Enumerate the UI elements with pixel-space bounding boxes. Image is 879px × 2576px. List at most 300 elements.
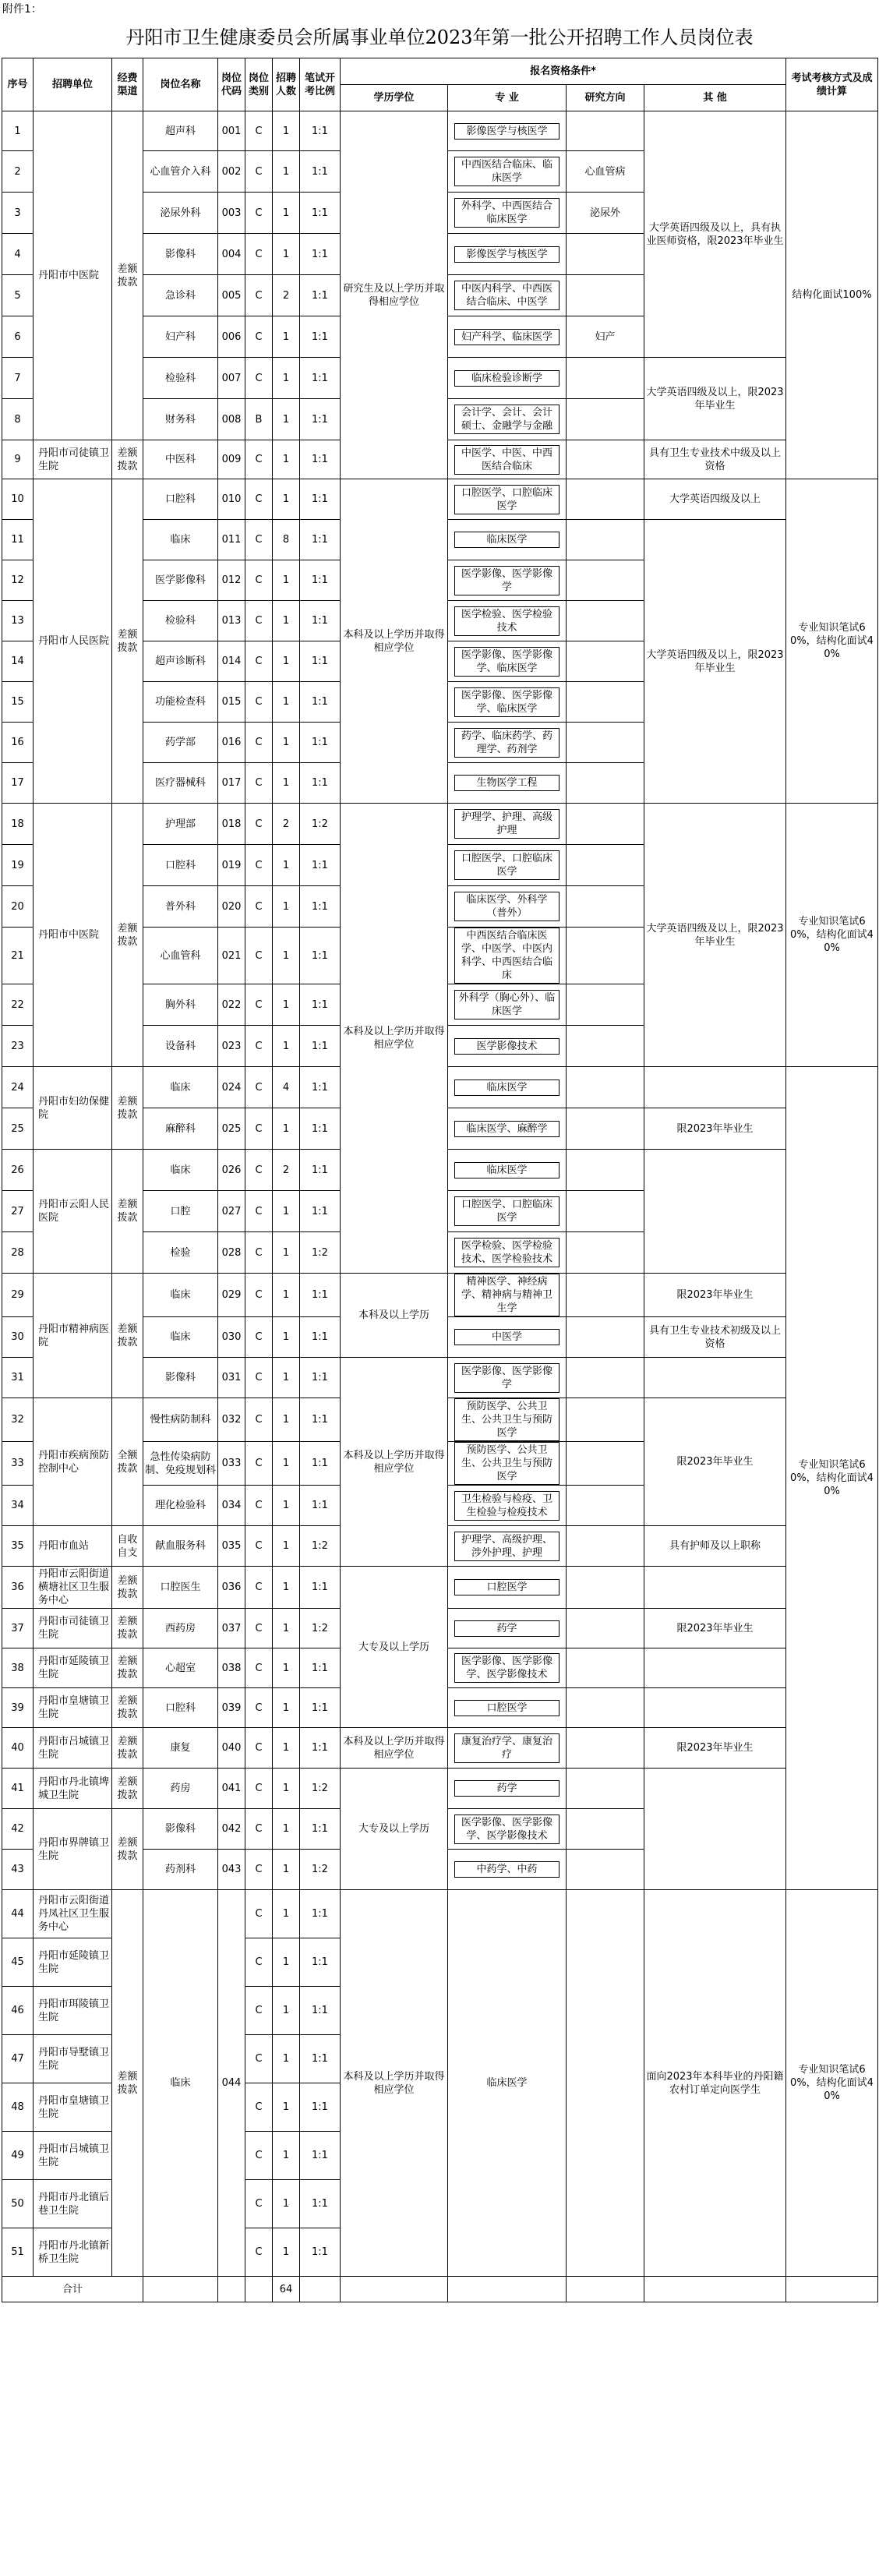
- major-requirement: [448, 1688, 567, 1728]
- position-code: 015: [218, 682, 245, 723]
- major-requirement: [448, 723, 567, 763]
- funding-source: 差额拨款: [112, 1067, 143, 1150]
- exam-ratio: 1:1: [300, 1688, 341, 1728]
- position-name: 功能检查科: [143, 682, 218, 723]
- research-direction: [567, 1232, 644, 1274]
- research-direction: [567, 601, 644, 641]
- blank-cell: [786, 2277, 878, 2302]
- major-text: 医学影像、医学影像学: [454, 1363, 560, 1393]
- hire-count: 1: [273, 560, 300, 601]
- position-name: 口腔科: [143, 1688, 218, 1728]
- row-number: 27: [2, 1191, 34, 1232]
- hire-count: 1: [273, 763, 300, 804]
- position-name: 慢性病防制科: [143, 1398, 218, 1442]
- major-text: 口腔医学: [454, 1700, 560, 1716]
- position-code: 002: [218, 151, 245, 193]
- position-name: 药剂科: [143, 1850, 218, 1890]
- position-name: 检验科: [143, 601, 218, 641]
- exam-ratio: 1:1: [300, 641, 341, 682]
- major-text: 临床医学: [454, 1162, 560, 1178]
- exam-ratio: 1:1: [300, 2180, 341, 2228]
- blank-cell: [143, 2277, 218, 2302]
- exam-ratio: 1:1: [300, 2083, 341, 2132]
- position-name: 康复: [143, 1728, 218, 1769]
- position-code: 036: [218, 1567, 245, 1609]
- seq-header: 序号: [2, 58, 34, 111]
- position-code: 013: [218, 601, 245, 641]
- unit-name: 丹阳市界牌镇卫生院: [34, 1809, 112, 1890]
- position-category: C: [245, 1769, 273, 1809]
- table-row: [2, 111, 878, 151]
- hire-count: 1: [273, 1648, 300, 1688]
- other-requirement: [644, 1769, 786, 1890]
- funding-source: 差额拨款: [112, 1150, 143, 1274]
- row-number: 50: [2, 2180, 34, 2228]
- other-requirement: 大学英语四级及以上，限2023年毕业生: [644, 804, 786, 1067]
- row-number: 2: [2, 151, 34, 193]
- hire-count: 1: [273, 1398, 300, 1442]
- exam-ratio: 1:1: [300, 520, 341, 560]
- unit-name: 丹阳市皇塘镇卫生院: [34, 1688, 112, 1728]
- hire-count: 1: [273, 1809, 300, 1850]
- major-text: 药学: [454, 1780, 560, 1797]
- research-direction: [567, 1850, 644, 1890]
- funding-source: 差额拨款: [112, 1609, 143, 1648]
- total-label: 合计: [2, 2277, 143, 2302]
- position-code: 043: [218, 1850, 245, 1890]
- position-name: 影像科: [143, 1358, 218, 1398]
- row-number: 10: [2, 479, 34, 520]
- unit-name: 丹阳市司徒镇卫生院: [34, 440, 112, 479]
- major-text: 医学影像、医学影像学、医学影像技术: [454, 1815, 560, 1844]
- row-number: 17: [2, 763, 34, 804]
- position-code: 027: [218, 1191, 245, 1232]
- funding-source: 差额拨款: [112, 440, 143, 479]
- position-code: 028: [218, 1232, 245, 1274]
- research-direction: [567, 804, 644, 845]
- major-text: 医学影像、医学影像学、临床医学: [454, 687, 560, 717]
- hire-count: 1: [273, 1688, 300, 1728]
- position-name: 理化检验科: [143, 1486, 218, 1526]
- hire-count: 1: [273, 1191, 300, 1232]
- major-requirement: [448, 440, 567, 479]
- exam-ratio: 1:1: [300, 1648, 341, 1688]
- major-text: 临床检验诊断学: [454, 370, 560, 387]
- blank-cell: [300, 2277, 341, 2302]
- exam-ratio: 1:1: [300, 111, 341, 151]
- position-code: 012: [218, 560, 245, 601]
- hire-count: 1: [273, 1317, 300, 1358]
- major-requirement: [448, 151, 567, 193]
- exam-ratio: 1:1: [300, 1987, 341, 2035]
- code-header: 岗位代码: [218, 58, 245, 111]
- major-text: 医学影像、医学影像学: [454, 566, 560, 595]
- hire-count: 1: [273, 1987, 300, 2035]
- unit-name: 丹阳市血站: [34, 1526, 112, 1567]
- position-category: C: [245, 440, 273, 479]
- position-category: C: [245, 1274, 273, 1317]
- exam-ratio: 1:1: [300, 928, 341, 984]
- unit-name: 丹阳市中医院: [34, 804, 112, 1067]
- exam-ratio: 1:1: [300, 723, 341, 763]
- position-code: 014: [218, 641, 245, 682]
- major-requirement: [448, 984, 567, 1026]
- hire-count: 1: [273, 641, 300, 682]
- unit-name: 丹阳市吕城镇卫生院: [34, 2132, 112, 2180]
- major-text: 妇产科学、临床医学: [454, 329, 560, 345]
- exam-method: 专业知识笔试60%，结构化面试40%: [786, 479, 878, 804]
- exam-ratio: 1:1: [300, 440, 341, 479]
- appendix-label: 附件1：: [2, 3, 42, 16]
- exam-ratio: 1:1: [300, 234, 341, 275]
- position-category: C: [245, 682, 273, 723]
- major-requirement: [448, 1442, 567, 1486]
- research-direction: [567, 479, 644, 520]
- unit-name: 丹阳市云阳人民医院: [34, 1150, 112, 1274]
- position-name: 口腔科: [143, 479, 218, 520]
- major-text: 预防医学、公共卫生、公共卫生与预防医学: [454, 1398, 560, 1441]
- exam-ratio: 1:1: [300, 2228, 341, 2277]
- research-direction: [567, 358, 644, 399]
- funding-header: 经费渠道: [112, 58, 143, 111]
- blank-cell: [245, 2277, 273, 2302]
- funding-source: 自收自支: [112, 1526, 143, 1567]
- hire-count: 2: [273, 1150, 300, 1191]
- position-category: C: [245, 601, 273, 641]
- hire-count: 1: [273, 2228, 300, 2277]
- education-requirement: 本科及以上学历: [341, 1274, 448, 1358]
- position-category: C: [245, 804, 273, 845]
- funding-source: 差额拨款: [112, 804, 143, 1067]
- total-count: 64: [273, 2277, 300, 2302]
- major-text: 医学影像、医学影像学、医学影像技术: [454, 1653, 560, 1683]
- position-name: 胸外科: [143, 984, 218, 1026]
- row-number: 30: [2, 1317, 34, 1358]
- exam-ratio: 1:1: [300, 1398, 341, 1442]
- table-row: [2, 479, 878, 520]
- position-code: 032: [218, 1398, 245, 1442]
- major-requirement: [448, 479, 567, 520]
- major-text: 中医学: [454, 1329, 560, 1345]
- research-direction: [567, 1728, 644, 1769]
- major-text: 卫生检验与检疫、卫生检验与检疫技术: [454, 1491, 560, 1521]
- exam-ratio: 1:1: [300, 2035, 341, 2083]
- unit-name: 丹阳市云阳街道横塘社区卫生服务中心: [34, 1567, 112, 1609]
- other-requirement: 限2023年毕业生: [644, 1609, 786, 1648]
- position-category: C: [245, 1358, 273, 1398]
- row-number: 39: [2, 1688, 34, 1728]
- row-number: 16: [2, 723, 34, 763]
- major-text: 外科学、中西医结合临床医学: [454, 198, 560, 228]
- exam-ratio: 1:1: [300, 479, 341, 520]
- position-category: C: [245, 723, 273, 763]
- unit-name: 丹阳市疾病预防控制中心: [34, 1398, 112, 1526]
- unit-header: 招聘单位: [34, 58, 112, 111]
- other-requirement: [644, 1358, 786, 1398]
- major-requirement: [448, 1648, 567, 1688]
- exam-ratio: 1:1: [300, 1728, 341, 1769]
- exam-ratio: 1:1: [300, 682, 341, 723]
- row-number: 14: [2, 641, 34, 682]
- position-name: 药学部: [143, 723, 218, 763]
- funding-source: 差额拨款: [112, 1688, 143, 1728]
- major-text: 医学影像技术: [454, 1038, 560, 1055]
- major-requirement: [448, 886, 567, 928]
- row-number: 25: [2, 1108, 34, 1150]
- exam-ratio: 1:1: [300, 1442, 341, 1486]
- major-requirement: [448, 1486, 567, 1526]
- position-category: C: [245, 1150, 273, 1191]
- blank-cell: [218, 2277, 245, 2302]
- hire-count: 1: [273, 479, 300, 520]
- row-number: 44: [2, 1890, 34, 1938]
- position-code: 008: [218, 399, 245, 440]
- major-requirement: [448, 111, 567, 151]
- row-number: 9: [2, 440, 34, 479]
- position-category: C: [245, 1067, 273, 1108]
- major-requirement: [448, 804, 567, 845]
- position-code: 039: [218, 1688, 245, 1728]
- position-category: C: [245, 316, 273, 358]
- education-header: 学历学位: [341, 85, 448, 111]
- major-requirement: [448, 520, 567, 560]
- hire-count: 1: [273, 723, 300, 763]
- other-requirement: 限2023年毕业生: [644, 1398, 786, 1526]
- position-name: 急诊科: [143, 275, 218, 316]
- exam-ratio: 1:1: [300, 1026, 341, 1067]
- position-name: 心血管科: [143, 928, 218, 984]
- row-number: 22: [2, 984, 34, 1026]
- major-text: 口腔医学、口腔临床医学: [454, 850, 560, 880]
- position-name: 心血管介入科: [143, 151, 218, 193]
- hire-count: 1: [273, 2035, 300, 2083]
- hire-count: 1: [273, 601, 300, 641]
- research-direction: [567, 641, 644, 682]
- major-text: 精神医学、神经病学、精神病与精神卫生学: [454, 1274, 560, 1316]
- major-text: 中西医结合临床医学、中医学、中医内科学、中西医结合临床: [454, 928, 560, 984]
- position-category: C: [245, 1890, 273, 1938]
- position-code: 011: [218, 520, 245, 560]
- major-requirement: [448, 275, 567, 316]
- position-category: C: [245, 193, 273, 234]
- major-text: 外科学（胸心外）、临床医学: [454, 990, 560, 1019]
- major-requirement: [448, 1809, 567, 1850]
- row-number: 40: [2, 1728, 34, 1769]
- unit-name: 丹阳市延陵镇卫生院: [34, 1648, 112, 1688]
- category-header: 岗位类别: [245, 58, 273, 111]
- major-requirement: [448, 845, 567, 886]
- other-requirement: 大学英语四级及以上，限2023年毕业生: [644, 358, 786, 440]
- unit-name: 丹阳市皇塘镇卫生院: [34, 2083, 112, 2132]
- research-direction: [567, 1809, 644, 1850]
- position-category: C: [245, 1688, 273, 1728]
- exam-ratio: 1:1: [300, 886, 341, 928]
- position-category: C: [245, 928, 273, 984]
- position-category: C: [245, 763, 273, 804]
- exam-ratio: 1:1: [300, 601, 341, 641]
- position-code: 022: [218, 984, 245, 1026]
- major-requirement: [448, 1150, 567, 1191]
- major-requirement: [448, 1567, 567, 1609]
- research-direction: 泌尿外: [567, 193, 644, 234]
- major-text: 护理学、高级护理、涉外护理、护理: [454, 1532, 560, 1561]
- hire-count: 1: [273, 399, 300, 440]
- hire-count: 1: [273, 151, 300, 193]
- other-requirement: 大学英语四级及以上: [644, 479, 786, 520]
- position-name: 药房: [143, 1769, 218, 1809]
- row-number: 51: [2, 2228, 34, 2277]
- position-name: 临床: [143, 520, 218, 560]
- position-name: 临床: [143, 1067, 218, 1108]
- research-direction: [567, 845, 644, 886]
- position-name: 西药房: [143, 1609, 218, 1648]
- exam-method: 专业知识笔试60%，结构化面试40%: [786, 1890, 878, 2277]
- position-code: 021: [218, 928, 245, 984]
- position-name: 心超室: [143, 1648, 218, 1688]
- hire-count: 1: [273, 1108, 300, 1150]
- exam-ratio: 1:2: [300, 1769, 341, 1809]
- major-requirement: [448, 1609, 567, 1648]
- unit-name: 丹阳市司徒镇卫生院: [34, 1609, 112, 1648]
- exam-ratio: 1:1: [300, 1809, 341, 1850]
- research-direction: [567, 723, 644, 763]
- major-requirement: [448, 1850, 567, 1890]
- row-number: 31: [2, 1358, 34, 1398]
- position-name: 普外科: [143, 886, 218, 928]
- hire-count: 1: [273, 1274, 300, 1317]
- research-direction: [567, 275, 644, 316]
- unit-name: 丹阳市丹北镇后巷卫生院: [34, 2180, 112, 2228]
- position-code: 025: [218, 1108, 245, 1150]
- other-requirement: 限2023年毕业生: [644, 1728, 786, 1769]
- hire-count: 1: [273, 1850, 300, 1890]
- research-direction: [567, 1108, 644, 1150]
- research-direction: [567, 1317, 644, 1358]
- unit-name: 丹阳市妇幼保健院: [34, 1067, 112, 1150]
- position-category: C: [245, 275, 273, 316]
- major-text: 医学检验、医学检验技术: [454, 606, 560, 636]
- major-requirement: [448, 1026, 567, 1067]
- position-code: 006: [218, 316, 245, 358]
- research-direction: [567, 399, 644, 440]
- research-header: 研究方向: [567, 85, 644, 111]
- hire-count: 1: [273, 2083, 300, 2132]
- hire-count: 1: [273, 440, 300, 479]
- row-number: 26: [2, 1150, 34, 1191]
- major-requirement: [448, 1274, 567, 1317]
- exam-ratio: 1:2: [300, 1526, 341, 1567]
- exam-ratio: 1:1: [300, 1150, 341, 1191]
- research-direction: [567, 1688, 644, 1728]
- other-requirement: [644, 1688, 786, 1728]
- research-direction: [567, 520, 644, 560]
- position-code: 037: [218, 1609, 245, 1648]
- funding-source: 差额拨款: [112, 1809, 143, 1890]
- position-category: C: [245, 1191, 273, 1232]
- other-header: 其 他: [644, 85, 786, 111]
- position-code: 029: [218, 1274, 245, 1317]
- position-code: 004: [218, 234, 245, 275]
- major-requirement: [448, 316, 567, 358]
- exam-ratio: 1:1: [300, 1274, 341, 1317]
- row-number: 47: [2, 2035, 34, 2083]
- position-category: C: [245, 984, 273, 1026]
- major-text: 生物医学工程: [454, 775, 560, 791]
- row-number: 20: [2, 886, 34, 928]
- exam-ratio: 1:2: [300, 1609, 341, 1648]
- unit-name: 丹阳市延陵镇卫生院: [34, 1938, 112, 1987]
- major-text: 医学检验、医学检验技术、医学检验技术: [454, 1238, 560, 1267]
- row-number: 42: [2, 1809, 34, 1850]
- hire-count: 1: [273, 1938, 300, 1987]
- hire-count: 1: [273, 193, 300, 234]
- blank-cell: [567, 2277, 644, 2302]
- row-number: 24: [2, 1067, 34, 1108]
- funding-source: 差额拨款: [112, 111, 143, 440]
- major-text: 口腔医学、口腔临床医学: [454, 485, 560, 514]
- row-number: 29: [2, 1274, 34, 1317]
- position-category: C: [245, 1567, 273, 1609]
- education-requirement: 本科及以上学历并取得相应学位: [341, 1358, 448, 1567]
- major-requirement: [448, 1358, 567, 1398]
- exam-ratio: 1:1: [300, 1317, 341, 1358]
- major-text: 临床医学、外科学（普外）: [454, 892, 560, 921]
- position-category: C: [245, 151, 273, 193]
- hire-count: 1: [273, 682, 300, 723]
- position-category: C: [245, 1526, 273, 1567]
- education-requirement: 大专及以上学历: [341, 1567, 448, 1728]
- hire-count: 1: [273, 1567, 300, 1609]
- research-direction: [567, 1890, 644, 2277]
- row-number: 38: [2, 1648, 34, 1688]
- research-direction: [567, 1150, 644, 1191]
- major-requirement: [448, 928, 567, 984]
- row-number: 3: [2, 193, 34, 234]
- position-name: 检验: [143, 1232, 218, 1274]
- exam-ratio: 1:1: [300, 1108, 341, 1150]
- position-code: 003: [218, 193, 245, 234]
- exam-ratio: 1:1: [300, 1567, 341, 1609]
- position-code: 019: [218, 845, 245, 886]
- education-requirement: 本科及以上学历并取得相应学位: [341, 1890, 448, 2277]
- research-direction: [567, 234, 644, 275]
- major-text: 护理学、护理、高级护理: [454, 809, 560, 839]
- exam-ratio: 1:1: [300, 984, 341, 1026]
- major-text: 临床医学: [454, 1080, 560, 1096]
- table-row: [2, 1890, 878, 1938]
- other-requirement: 大学英语四级及以上，限2023年毕业生: [644, 520, 786, 804]
- research-direction: [567, 1526, 644, 1567]
- exam-ratio: 1:1: [300, 763, 341, 804]
- position-name: 设备科: [143, 1026, 218, 1067]
- exam-ratio: 1:1: [300, 151, 341, 193]
- row-number: 1: [2, 111, 34, 151]
- major-requirement: [448, 234, 567, 275]
- position-category: C: [245, 111, 273, 151]
- unit-name: 丹阳市丹北镇新桥卫生院: [34, 2228, 112, 2277]
- funding-source: 差额拨款: [112, 1567, 143, 1609]
- funding-source: 差额拨款: [112, 479, 143, 804]
- exam-ratio: 1:1: [300, 2132, 341, 2180]
- funding-source: 差额拨款: [112, 1648, 143, 1688]
- exam-ratio: 1:1: [300, 1938, 341, 1987]
- position-category: C: [245, 2228, 273, 2277]
- row-number: 28: [2, 1232, 34, 1274]
- position-category: C: [245, 1850, 273, 1890]
- position-name: 检验科: [143, 358, 218, 399]
- row-number: 12: [2, 560, 34, 601]
- position-category: C: [245, 1987, 273, 2035]
